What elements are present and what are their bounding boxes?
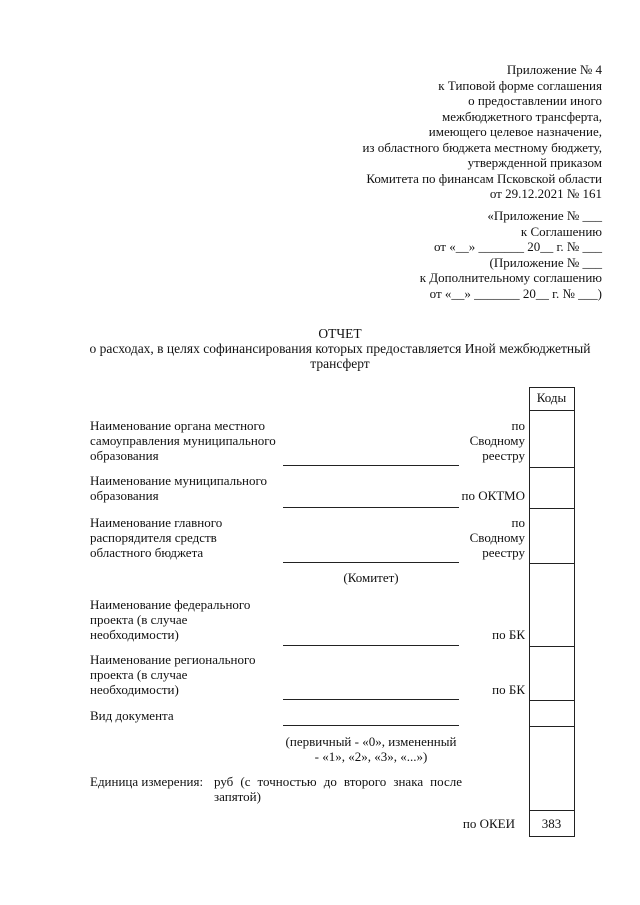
codes-row-separator	[529, 646, 574, 647]
codes-row-separator	[529, 563, 574, 564]
codes-row-separator	[529, 700, 574, 701]
codes-row-separator	[529, 410, 574, 411]
appendix-line: от 29.12.2021 № 161	[489, 186, 602, 201]
federal-project-field[interactable]	[283, 645, 459, 646]
appendix-line: из областного бюджета местному бюджету,	[362, 139, 602, 155]
appendix-line: межбюджетного трансферта,	[442, 108, 602, 124]
municipal-body-field[interactable]	[283, 465, 459, 466]
appendix-line: о предоставлении иного	[468, 93, 602, 108]
appendix-line: Комитета по финансам Псковской области	[366, 170, 602, 186]
agreement-reference	[282, 208, 602, 301]
regional-project-label: Наименование регионального проекта (в случае необходимости)	[90, 652, 256, 697]
chief-administrator-field[interactable]	[283, 562, 459, 563]
codes-row-separator	[529, 726, 574, 727]
document-type-label: Вид документа	[90, 708, 174, 723]
federal-project-code-label: по БК	[492, 627, 525, 642]
federal-project-label: Наименование федерального проекта (в случае необходимости)	[90, 597, 251, 642]
unit-value-line-2: запятой)	[214, 789, 261, 804]
appendix-line: утвержденной приказом	[467, 155, 602, 170]
appendix-line: имеющего целевое назначение,	[428, 124, 602, 139]
unit-label: Единица измерения:	[90, 774, 204, 789]
report-title: ОТЧЕТ	[318, 326, 362, 341]
municipal-body-label: Наименование органа местного самоуправления муниципального образования	[90, 418, 276, 463]
agreement-line: к Соглашению	[520, 223, 602, 239]
chief-administrator-value: (Комитет)	[343, 570, 399, 585]
document-type-hint: (первичный - «0», измененный - «1», «2», «3», «...»)	[285, 734, 457, 764]
agreement-line: «Приложение № ___	[487, 208, 602, 223]
agreement-line: от «__» _______ 20__ г. № ___)	[429, 285, 602, 301]
chief-administrator-code-label: по Сводному реестру	[469, 515, 525, 560]
agreement-line: к Дополнительному соглашению	[419, 270, 602, 285]
unit-value-line-1: руб (с точностью до второго знака после	[214, 774, 462, 789]
appendix-line: к Типовой форме соглашения	[438, 77, 602, 93]
agreement-line: от «__» _______ 20__ г. № ___	[433, 239, 602, 254]
report-subtitle-continued: трансферт	[310, 356, 370, 371]
municipality-field[interactable]	[283, 507, 459, 508]
municipality-label: Наименование муниципального образования	[90, 473, 268, 503]
municipal-body-code-label: по Сводному реестру	[469, 418, 525, 463]
codes-right-border	[574, 387, 575, 837]
oktmo-code-label: по ОКТМО	[461, 488, 525, 503]
okei-code-label: по ОКЕИ	[462, 816, 515, 831]
okei-code-value: 383	[541, 816, 562, 831]
chief-administrator-label: Наименование главного распорядителя средств областного бюджета	[90, 515, 223, 560]
codes-row-separator	[529, 810, 574, 811]
regional-project-field[interactable]	[283, 699, 459, 700]
codes-header: Коды	[536, 390, 567, 405]
report-subtitle: о расходах, в целях софинансирования которых предоставляется Иной межбюджетный	[89, 341, 591, 356]
codes-header-top-border	[529, 387, 574, 388]
codes-row-separator	[529, 467, 574, 468]
document-type-field[interactable]	[283, 725, 459, 726]
agreement-line: (Приложение № ___	[489, 254, 602, 270]
regional-project-code-label: по БК	[492, 682, 525, 697]
codes-row-separator	[529, 508, 574, 509]
appendix-title: Приложение № 4	[506, 62, 602, 77]
appendix-header	[282, 62, 602, 202]
codes-bottom-border	[529, 836, 574, 837]
codes-left-border	[529, 387, 530, 837]
